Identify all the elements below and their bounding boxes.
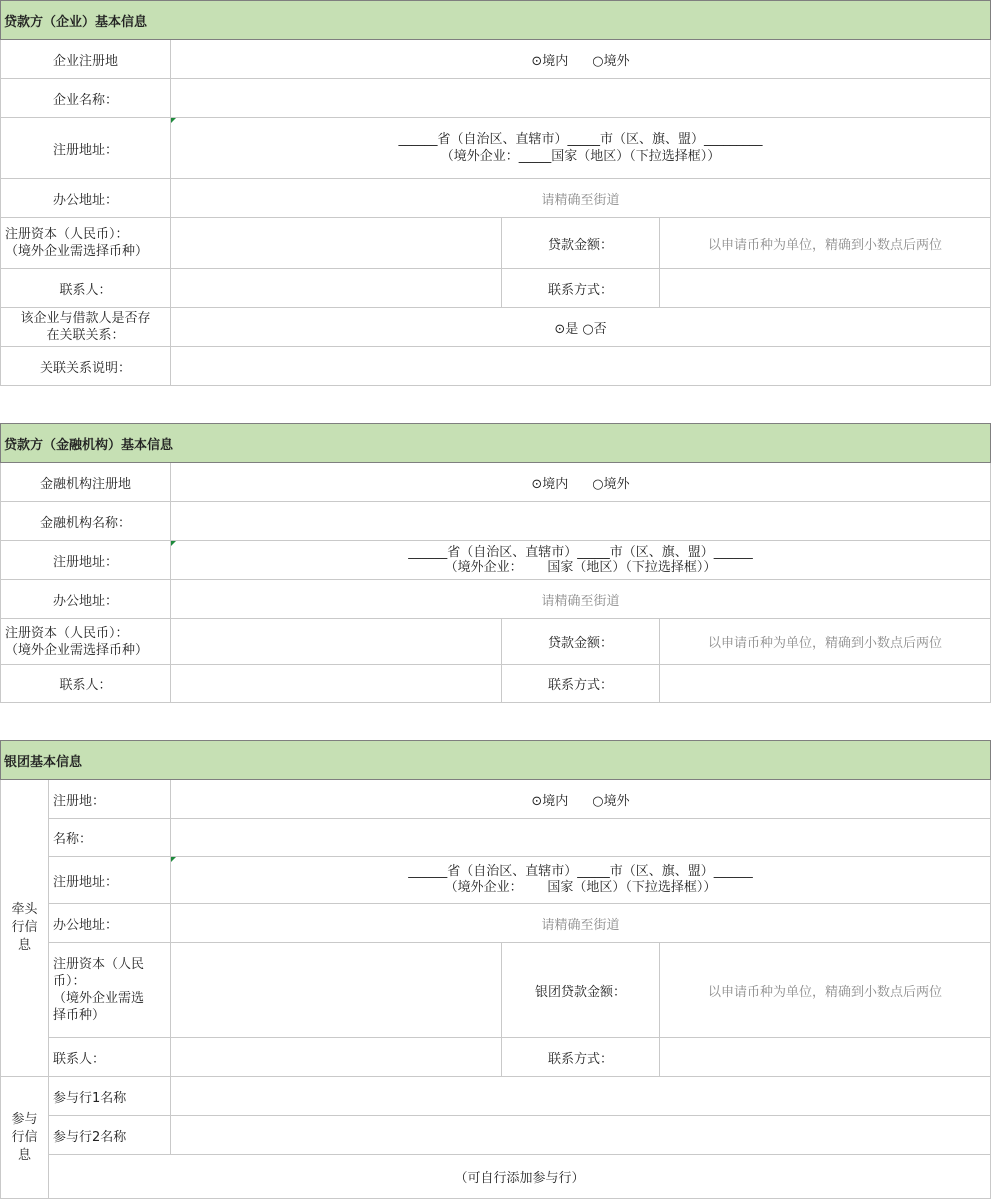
related-desc-input[interactable] (171, 347, 991, 386)
loan-amount-label: 贷款金额： (502, 218, 660, 269)
contact-input[interactable] (171, 1038, 502, 1077)
capital-label-line-3: （境外企业需选 (53, 991, 145, 1006)
company-name-input[interactable] (171, 79, 991, 118)
reg-place-radio-group (171, 40, 991, 79)
loan-amount-input[interactable]: 以申请币种为单位，精确到小数点后两位 (660, 218, 991, 269)
institution-name-label: 金融机构名称： (1, 502, 171, 541)
capital-label-line-2: 币）： (53, 974, 86, 989)
contact-method-input[interactable] (660, 269, 991, 308)
related-question-label (1, 308, 171, 347)
syndicate-loan-amount-label: 银团贷款金额： (502, 943, 660, 1038)
office-address-label: 办公地址： (1, 179, 171, 218)
section-syndicate (0, 740, 990, 1199)
reg-address-line-2: （境外企业： 国家（地区）（下拉选择框）） (444, 560, 717, 575)
financial-lender-table (0, 423, 991, 703)
capital-label (49, 943, 171, 1038)
reg-place-radio-group (171, 780, 991, 819)
section-title: 银团基本信息 (1, 741, 991, 780)
radio-foreign[interactable]: ○境外 (592, 793, 630, 809)
participant-2-label: 参与行2名称 (49, 1116, 171, 1155)
capital-label-line-2: （境外企业需选择币种） (5, 244, 149, 259)
office-address-input[interactable]: 请精确至街道 (171, 580, 991, 619)
capital-label-line-4: 择币种） (53, 1008, 106, 1023)
capital-input[interactable] (171, 218, 502, 269)
capital-input[interactable] (171, 619, 502, 665)
capital-label-line-2: （境外企业需选择币种） (5, 642, 149, 658)
related-question-line-1: 该企业与借款人是否存 (20, 311, 151, 326)
radio-foreign[interactable]: ○境外 (592, 53, 630, 69)
section-title: 贷款方（企业）基本信息 (1, 1, 991, 40)
radio-foreign[interactable]: ○境外 (592, 476, 630, 492)
capital-label (1, 218, 171, 269)
capital-input[interactable] (171, 943, 502, 1038)
contact-method-label: 联系方式： (502, 665, 660, 703)
radio-domestic[interactable]: ⊙境内 (531, 793, 569, 809)
syndicate-table (0, 740, 991, 1199)
lead-bank-group-label: 牵头行信息 (1, 780, 49, 1077)
contact-label: 联系人： (49, 1038, 171, 1077)
add-participant-note[interactable]: （可自行添加参与行） (49, 1155, 991, 1199)
syndicate-loan-amount-input[interactable]: 以申请币种为单位，精确到小数点后两位 (660, 943, 991, 1038)
contact-input[interactable] (171, 665, 502, 703)
office-address-input[interactable]: 请精确至街道 (171, 904, 991, 943)
participant-1-label: 参与行1名称 (49, 1077, 171, 1116)
reg-address-line-1: ______省（自治区、直辖市）_____市（区、旗、盟）______ (408, 864, 753, 879)
participant-1-input[interactable] (171, 1077, 991, 1116)
lead-bank-name-input[interactable] (171, 819, 991, 857)
contact-method-input[interactable] (660, 1038, 991, 1077)
reg-address-line-1: ______省（自治区、直辖市）_____市（区、旗、盟）_________ (398, 132, 763, 147)
contact-label: 联系人： (1, 269, 171, 308)
contact-input[interactable] (171, 269, 502, 308)
reg-address-input[interactable] (171, 118, 991, 179)
lead-bank-name-label: 名称： (49, 819, 171, 857)
capital-label-line-1: 注册资本（人民币）： (5, 227, 129, 242)
reg-address-input[interactable] (171, 541, 991, 580)
reg-place-label: 企业注册地 (1, 40, 171, 79)
contact-method-label: 联系方式： (502, 269, 660, 308)
office-address-label: 办公地址： (49, 904, 171, 943)
institution-name-input[interactable] (171, 502, 991, 541)
enterprise-lender-table (0, 0, 991, 386)
capital-label-line-1: 注册资本（人民 (53, 957, 145, 972)
contact-label: 联系人： (1, 665, 171, 703)
related-question-line-2: 在关联关系： (46, 328, 125, 343)
reg-place-label: 注册地： (49, 780, 171, 819)
reg-address-label: 注册地址： (49, 857, 171, 904)
reg-place-label: 金融机构注册地 (1, 463, 171, 502)
capital-label (1, 619, 171, 665)
section-enterprise-lender (0, 0, 990, 386)
participant-2-input[interactable] (171, 1116, 991, 1155)
capital-label-line-1: 注册资本（人民币）： (5, 625, 129, 641)
related-radio-group[interactable]: ⊙是 ○否 (171, 308, 991, 347)
section-financial-lender (0, 423, 990, 703)
contact-method-label: 联系方式： (502, 1038, 660, 1077)
reg-address-input[interactable] (171, 857, 991, 904)
reg-address-line-2: （境外企业：_____国家（地区）（下拉选择框）） (440, 149, 721, 164)
loan-amount-label: 贷款金额： (502, 619, 660, 665)
reg-address-label: 注册地址： (1, 118, 171, 179)
office-address-label: 办公地址： (1, 580, 171, 619)
office-address-input[interactable]: 请精确至街道 (171, 179, 991, 218)
reg-address-label: 注册地址： (1, 541, 171, 580)
radio-domestic[interactable]: ⊙境内 (531, 476, 569, 492)
reg-address-line-2: （境外企业： 国家（地区）（下拉选择框）） (444, 880, 717, 895)
participant-bank-group-label: 参与行信息 (1, 1077, 49, 1199)
radio-domestic[interactable]: ⊙境内 (531, 53, 569, 69)
reg-place-radio-group (171, 463, 991, 502)
loan-amount-input[interactable]: 以申请币种为单位，精确到小数点后两位 (660, 619, 991, 665)
related-desc-label: 关联关系说明： (1, 347, 171, 386)
section-title: 贷款方（金融机构）基本信息 (1, 424, 991, 463)
reg-address-line-1: ______省（自治区、直辖市）_____市（区、旗、盟）______ (408, 545, 753, 560)
company-name-label: 企业名称： (1, 79, 171, 118)
contact-method-input[interactable] (660, 665, 991, 703)
